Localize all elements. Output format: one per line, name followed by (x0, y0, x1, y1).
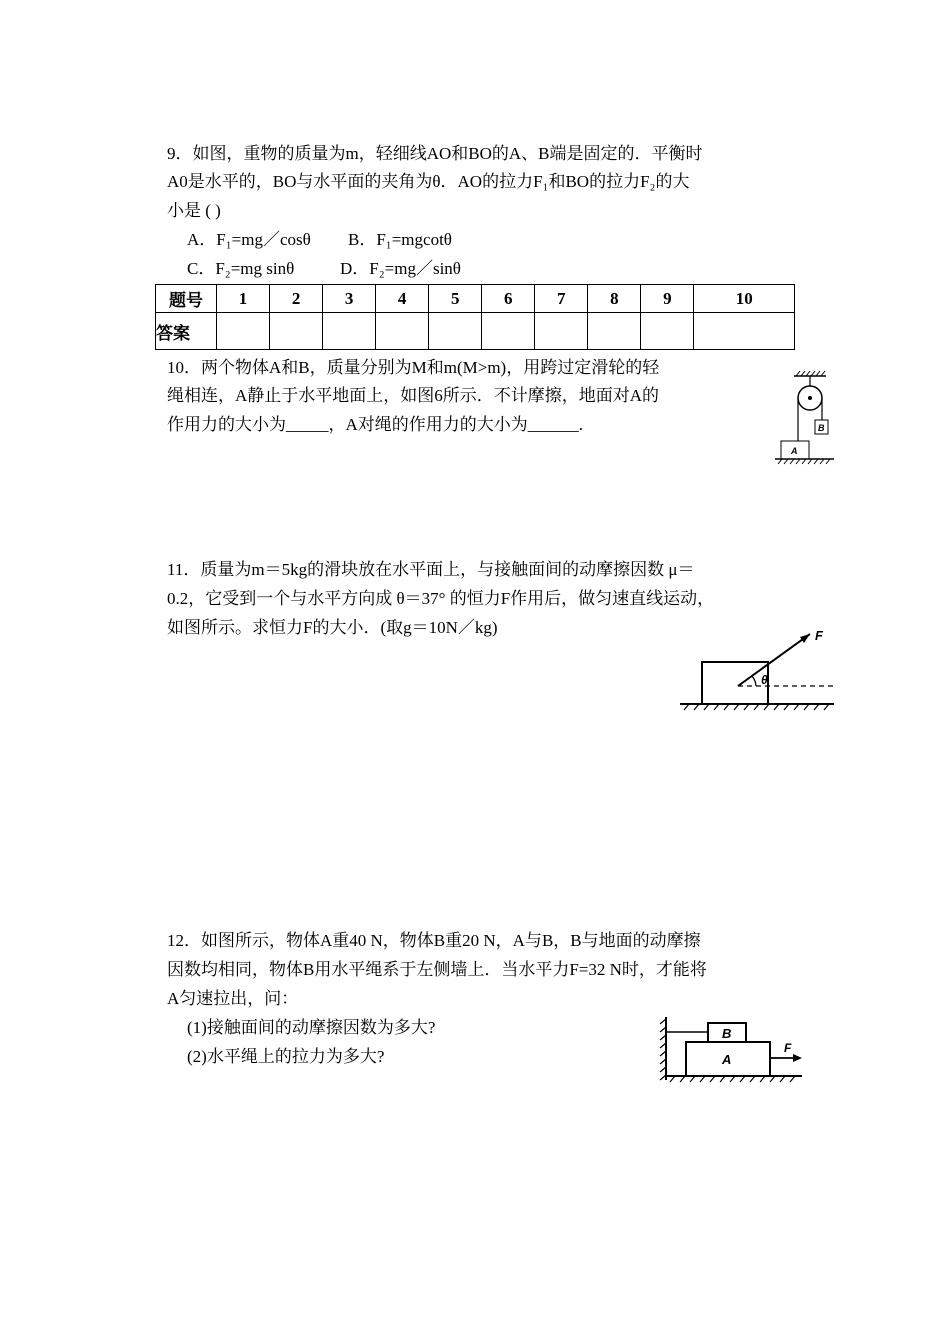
answer-table (155, 284, 795, 350)
table-number-cell: 5 (429, 285, 482, 313)
table-number-cell: 2 (270, 285, 323, 313)
answer-cell[interactable] (376, 313, 429, 350)
q12-line-3: A匀速拉出，问： (167, 989, 299, 1008)
block-a-label: A (791, 446, 798, 456)
table-label-question-number: 题号 (156, 285, 217, 313)
answer-cell[interactable] (641, 313, 694, 350)
answer-cell[interactable] (429, 313, 482, 350)
q11-line-3: 如图所示。求恒力F的大小．(取g＝10N／kg) (167, 618, 498, 637)
q9-line-1: 9．如图，重物的质量为m，轻细线AO和BO的A、B端是固定的．平衡时 (167, 144, 703, 163)
q12-line-2: 因数均相同，物体B用水平绳系于左侧墙上．当水平力F=32 N时，才能将 (167, 960, 707, 979)
slider-block (702, 662, 768, 704)
answer-cell[interactable] (535, 313, 588, 350)
answer-cell[interactable] (694, 313, 795, 350)
slider-force-figure (676, 624, 841, 714)
q11-line-1: 11．质量为m＝5kg的滑块放在水平面上，与接触面间的动摩擦因数 μ＝ (167, 560, 695, 579)
q9-line-3: 小是 ( ) (167, 201, 221, 220)
answer-cell[interactable] (323, 313, 376, 350)
q9-option-d: D．F₂=mg／sinθ (340, 259, 461, 278)
table-label-answer: 答案 (156, 313, 217, 350)
table-number-cell: 7 (535, 285, 588, 313)
answer-cell[interactable] (588, 313, 641, 350)
q9-line-2: A0是水平的，BO与水平面的夹角为θ．AO的拉力F₁和BO的拉力F₂的大 (167, 172, 690, 191)
answer-cell[interactable] (482, 313, 535, 350)
table-number-cell: 10 (694, 285, 795, 313)
q9-option-c: C．F₂=mg sinθ (187, 259, 295, 278)
stacked-blocks-figure (656, 1012, 806, 1092)
table-number-cell: 1 (217, 285, 270, 313)
force-label: F (784, 1041, 792, 1055)
block-b-label: B (818, 423, 825, 433)
force-arrow (738, 634, 810, 686)
q9-option-b: B．F₁=mgcotθ (348, 230, 452, 249)
answer-table-answer-row (156, 313, 795, 350)
q12-line-1: 12．如图所示，物体A重40 N，物体B重20 N，A与B，B与地面的动摩擦 (167, 931, 701, 950)
angle-label: θ (761, 673, 768, 687)
table-number-cell: 4 (376, 285, 429, 313)
table-number-cell: 3 (323, 285, 376, 313)
q10-line-2: 绳相连，A静止于水平地面上，如图6所示．不计摩擦，地面对A的 (167, 386, 660, 405)
table-number-cell: 8 (588, 285, 641, 313)
answer-table-header-row (156, 285, 795, 313)
q10-line-3: 作用力的大小为_____，A对绳的作用力的大小为______. (167, 415, 584, 434)
q9-option-a: A．F₁=mg／cosθ (187, 230, 311, 249)
table-number-cell: 6 (482, 285, 535, 313)
block-b-label: B (722, 1026, 732, 1041)
block-a-label: A (722, 1052, 732, 1067)
pulley-figure (770, 368, 840, 468)
q10-line-1: 10．两个物体A和B，质量分别为M和m(M>m)，用跨过定滑轮的轻 (167, 358, 660, 377)
answer-cell[interactable] (217, 313, 270, 350)
q11-line-2: 0.2，它受到一个与水平方向成 θ＝37° 的恒力F作用后，做匀速直线运动， (167, 589, 715, 608)
q12-subquestion-2: (2)水平绳上的拉力为多大? (187, 1047, 385, 1066)
answer-cell[interactable] (270, 313, 323, 350)
force-label: F (815, 628, 823, 643)
table-number-cell: 9 (641, 285, 694, 313)
q12-subquestion-1: (1)接触面间的动摩擦因数为多大? (187, 1018, 436, 1037)
